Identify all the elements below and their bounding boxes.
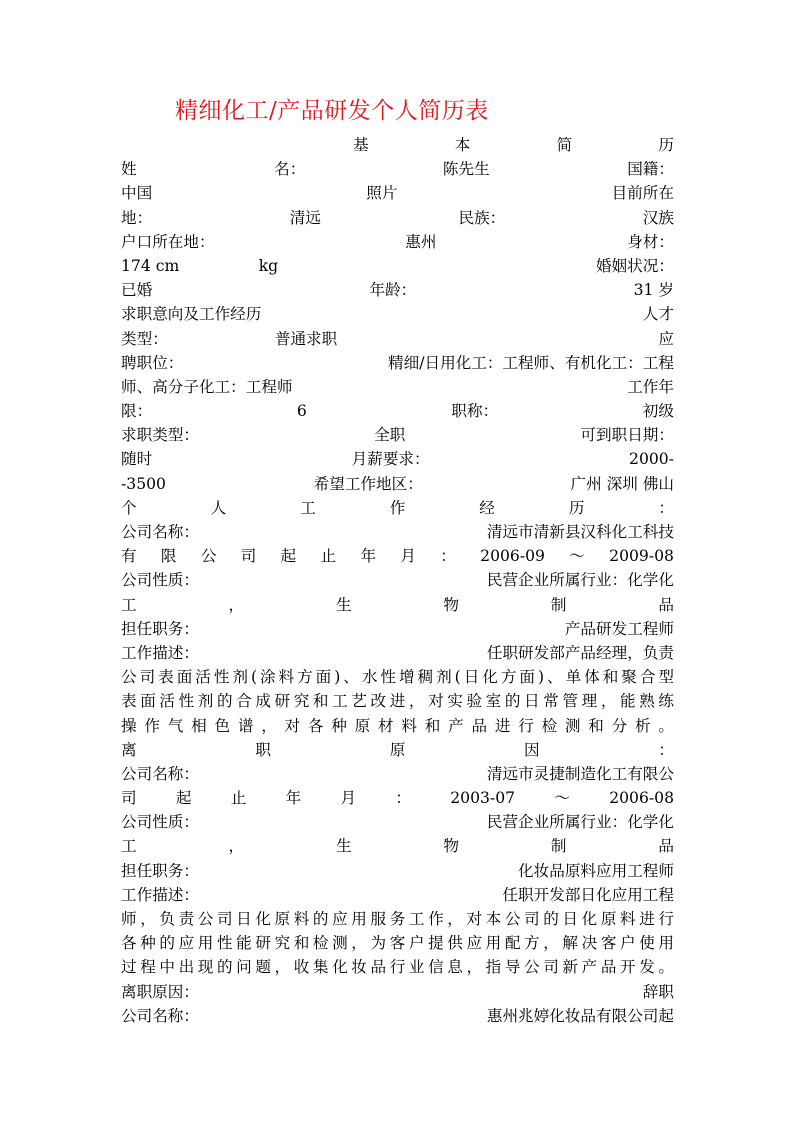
text-segment: 民营企业所属行业：化学化 — [486, 813, 674, 832]
text-line — [121, 641, 674, 665]
text-segment: 国籍： — [627, 160, 674, 179]
text-line — [121, 544, 674, 568]
text-segment: ～ — [554, 789, 570, 808]
text-segment: 人 — [210, 498, 227, 517]
text-segment: 生 — [335, 837, 352, 856]
text-segment: 离 — [121, 740, 137, 759]
text-segment: 简 — [556, 136, 573, 154]
text-segment: 生 — [335, 595, 352, 614]
text-line — [121, 786, 674, 810]
text-line — [121, 834, 674, 858]
text-segment: 工作年 — [627, 377, 674, 396]
text-segment: 止 — [320, 547, 337, 566]
text-segment: 任职研发部产品经理，负责 — [486, 643, 674, 662]
text-segment: 公司名称： — [121, 523, 199, 541]
text-line — [121, 351, 674, 375]
text-segment: 月 — [400, 547, 416, 566]
text-segment: 可到职日期： — [580, 426, 674, 445]
text-segment: 月 — [340, 789, 357, 808]
text-segment: 化妆品原料应用工程师 — [518, 861, 674, 880]
text-segment: 制 — [550, 595, 567, 614]
text-line — [121, 883, 674, 907]
text-segment: 公司名称： — [121, 764, 199, 783]
text-segment: 地： — [121, 208, 153, 227]
text-segment: 公 — [200, 547, 217, 566]
text-segment: 照片 — [366, 184, 398, 203]
text-segment: 目前所在 — [611, 184, 674, 203]
text-segment: 工作描述： — [121, 885, 199, 904]
text-segment: 中国 — [121, 184, 153, 203]
text-segment: 随时 — [121, 450, 153, 469]
text-segment: ： — [395, 789, 411, 808]
text-segment: 年 — [360, 547, 377, 566]
text-segment: 司 — [121, 789, 137, 808]
text-line — [121, 859, 674, 883]
text-segment: 职 — [255, 740, 271, 759]
text-line — [121, 447, 674, 471]
text-segment: 本 — [454, 136, 471, 154]
text-segment: 起 — [175, 789, 192, 808]
text-segment: 6 — [296, 402, 307, 421]
text-line — [121, 568, 674, 592]
text-segment: 精细/日用化工：工程师、有机化工：工程 — [388, 353, 674, 372]
text-line — [121, 907, 674, 931]
text-segment: 经 — [479, 498, 495, 517]
text-line — [121, 689, 674, 713]
text-segment: ： — [658, 498, 674, 517]
text-line — [121, 399, 674, 423]
text-segment: ， — [228, 595, 245, 614]
text-segment: 聘职位： — [121, 353, 184, 372]
text-line — [121, 762, 674, 786]
text-segment: 师，负责公司日化原料的应用服务工作，对本公司的日化原料进行 — [121, 910, 674, 928]
text-segment: 个 — [121, 498, 137, 517]
text-line — [121, 423, 674, 447]
text-segment: 全职 — [374, 426, 406, 445]
text-segment: 174 cm — [121, 256, 180, 275]
text-segment: 2000- — [629, 450, 674, 469]
text-segment: 公司性质： — [121, 813, 199, 832]
text-line — [121, 133, 674, 157]
text-line — [121, 327, 674, 351]
text-segment: 身材： — [627, 232, 674, 251]
text-segment: 31 岁 — [633, 281, 674, 300]
text-segment: ： — [658, 740, 674, 759]
text-line — [121, 181, 674, 205]
text-segment: 止 — [230, 789, 247, 808]
text-segment: 公司表面活性剂(涂料方面)、水性增稠剂(日化方面)、单体和聚合型 — [121, 668, 674, 687]
text-line — [121, 738, 674, 762]
text-segment: 清远 — [289, 208, 321, 227]
text-segment: 限： — [121, 402, 153, 421]
text-segment: 陈先生 — [442, 160, 490, 179]
text-segment: 任职开发部日化应用工程 — [502, 885, 674, 904]
text-segment: 惠州兆婷化妆品有限公司起 — [486, 1006, 674, 1025]
text-line — [121, 520, 674, 544]
text-segment: 制 — [550, 837, 567, 856]
text-segment: 求职意向及工作经历 — [121, 305, 262, 324]
text-segment: 历 — [658, 136, 674, 154]
text-segment: 历 — [568, 498, 585, 517]
text-segment: 工 — [121, 595, 137, 614]
text-segment: 清远市清新县汉科化工科技 — [486, 523, 674, 541]
text-segment: 2006-08 — [609, 789, 674, 808]
text-segment: ， — [228, 837, 245, 856]
text-line — [121, 206, 674, 230]
text-segment: 婚姻状况： — [595, 256, 674, 275]
text-segment: 初级 — [642, 402, 674, 421]
text-line — [121, 496, 674, 520]
text-segment: 2003-07 — [450, 789, 516, 808]
text-segment: 基 — [353, 136, 369, 154]
text-segment: 起 — [280, 547, 297, 566]
text-segment: 民族： — [458, 208, 506, 227]
text-segment: 品 — [658, 837, 674, 856]
text-segment: 过程中出现的问题，收集化妆品行业信息，指导公司新产品开发。 — [121, 958, 674, 977]
text-segment: 操作气相色谱，对各种原材料和产品进行检测和分析。 — [121, 716, 674, 735]
text-line — [121, 375, 674, 399]
text-segment: 品 — [658, 595, 674, 614]
text-segment: 辞职 — [642, 982, 674, 1001]
text-segment: 工 — [300, 498, 316, 517]
text-segment: 物 — [443, 595, 460, 614]
text-segment: 工 — [121, 837, 137, 856]
text-line — [121, 472, 674, 496]
text-segment: -3500 — [121, 474, 166, 493]
text-line — [121, 230, 674, 254]
text-segment: ～ — [569, 547, 585, 566]
text-segment: 司 — [240, 547, 257, 566]
text-segment: 原 — [389, 740, 406, 759]
text-segment: 名： — [274, 160, 306, 179]
resume-body — [121, 133, 674, 1028]
text-segment: 清远市灵捷制造化工有限公 — [486, 764, 674, 783]
text-segment: 应 — [658, 329, 674, 348]
text-segment: 类型： — [121, 329, 168, 348]
text-segment: 人才 — [642, 305, 674, 324]
text-segment: 2009-08 — [609, 547, 674, 566]
text-line — [121, 278, 674, 302]
text-line — [121, 593, 674, 617]
text-segment: 公司名称： — [121, 1006, 199, 1025]
text-segment: 职称： — [451, 402, 499, 421]
text-line — [121, 302, 674, 326]
text-line — [121, 254, 674, 278]
text-line — [121, 931, 674, 955]
text-segment: kg — [258, 256, 279, 275]
text-segment: 月薪要求： — [351, 450, 430, 469]
text-segment: 已婚 — [121, 281, 153, 300]
text-segment: 表面活性剂的合成研究和工艺改进，对实验室的日常管理，能熟练 — [121, 692, 674, 711]
text-segment: 年龄： — [369, 281, 417, 300]
text-line — [121, 665, 674, 689]
text-segment: 民营企业所属行业：化学化 — [486, 571, 674, 590]
text-segment: 希望工作地区： — [313, 474, 423, 493]
text-segment: 广州 深圳 佛山 — [570, 474, 674, 493]
text-line — [121, 617, 674, 641]
text-line — [121, 714, 674, 738]
resume-title: 精细化工/产品研发个人简历表 — [175, 98, 489, 124]
text-line — [121, 955, 674, 979]
text-segment: 汉族 — [642, 208, 674, 227]
text-line — [121, 810, 674, 834]
text-segment: 各种的应用性能研究和检测，为客户提供应用配方，解决客户使用 — [121, 934, 674, 953]
text-segment: 师、高分子化工：工程师 — [121, 377, 293, 396]
text-segment: 因 — [524, 740, 540, 759]
text-line — [121, 157, 674, 181]
text-segment: 年 — [285, 789, 302, 808]
text-line — [121, 1004, 674, 1028]
text-segment: 求职类型： — [121, 426, 199, 445]
text-segment: 产品研发工程师 — [564, 619, 674, 638]
text-segment: 担任职务： — [121, 619, 199, 638]
text-segment: 限 — [160, 547, 177, 566]
text-segment: 公司性质： — [121, 571, 199, 590]
text-segment: 有 — [121, 547, 137, 566]
text-segment: 普通求职 — [274, 329, 338, 348]
text-segment: 户口所在地： — [121, 232, 215, 251]
text-segment: 物 — [443, 837, 460, 856]
text-segment: ： — [440, 547, 456, 566]
text-segment: 作 — [389, 498, 406, 517]
text-segment: 2006-09 — [480, 547, 545, 566]
text-segment: 工作描述： — [121, 643, 199, 662]
text-segment: 离职原因： — [121, 982, 199, 1001]
text-segment: 惠州 — [405, 232, 437, 251]
text-segment: 担任职务： — [121, 861, 199, 880]
text-segment: 姓 — [121, 160, 137, 179]
text-line — [121, 980, 674, 1004]
